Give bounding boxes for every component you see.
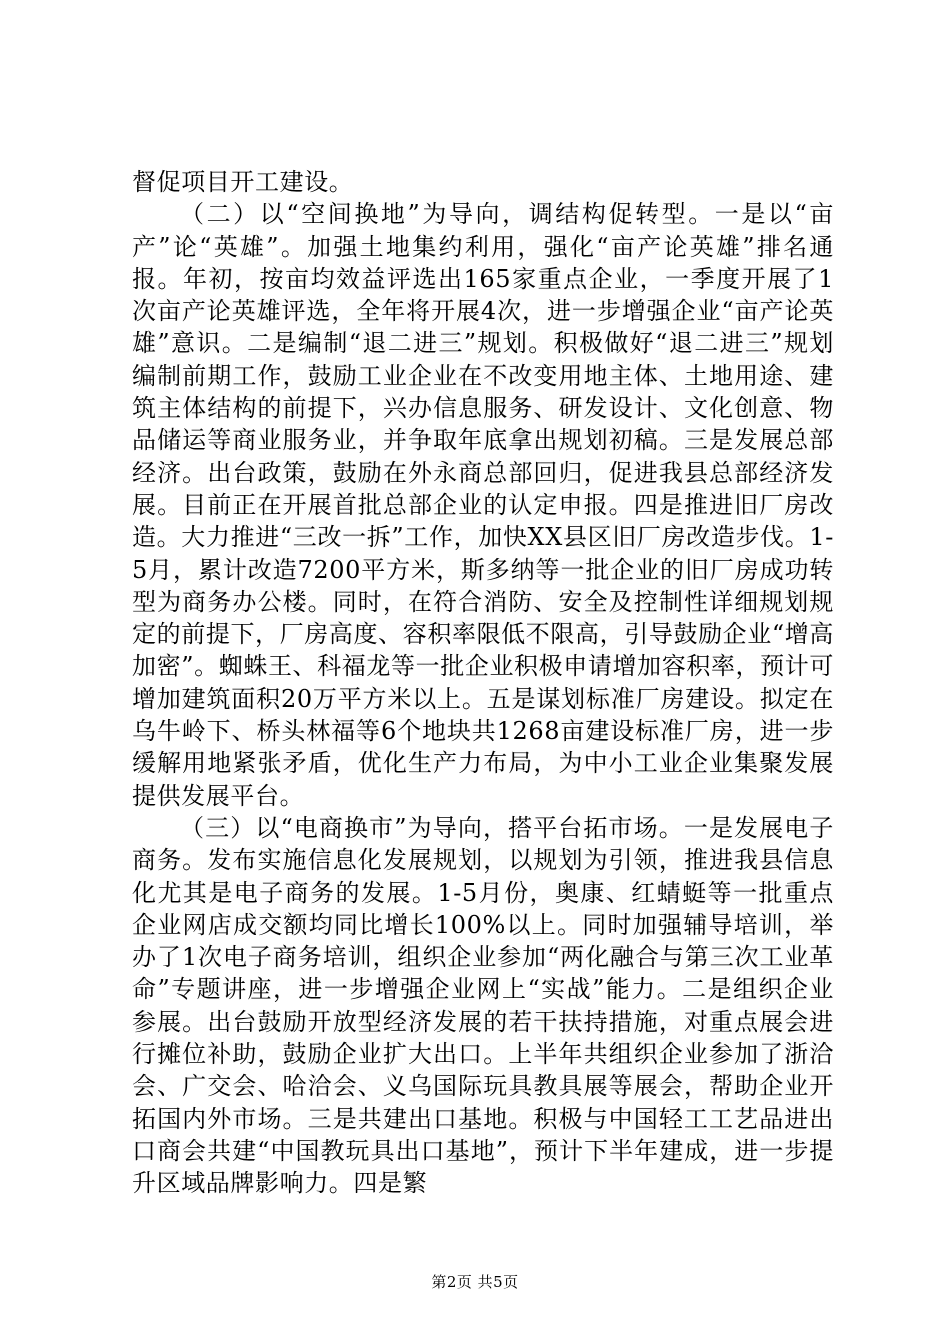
document-body (132, 166, 834, 1200)
page-number-footer: 第2页 共5页 (431, 1273, 519, 1291)
paragraph-continuation: 督促项目开工建设。 (132, 168, 354, 196)
paragraph-section-2: （二）以“空间换地”为导向，调结构促转型。一是以“亩产”论“英雄”。加强土地集约利用，强化“亩产论英雄”排名通报。年初，按亩均效益评选出165家重点企业，一季度开展了1次亩产论英雄评选，全年将开展4次，进一步增强企业“亩产论英雄”意识。二是编制“退二进三”规划。积极做好“退二进三”规划编制前期工作，鼓励工业企业在不改变用地主体、土地用途、建筑主体结构的前提下，兴办信息服务、研发设计、文化创意、物品储运等商业服务业，并争取年底拿出规划初稿。三是发展总部经济。出台政策，鼓励在外永商总部回归，促进我县总部经济发展。目前正在开展首批总部企业的认定申报。四是推进旧厂房改造。大力推进“三改一拆”工作，加快XX县区旧厂房改造步伐。1-5月，累计改造7200平方米，斯多纳等一批企业的旧厂房成功转型为商务办公楼。同时，在符合消防、安全及控制性详细规划规定的前提下，厂房高度、容积率限低不限高，引导鼓励企业“增高加密”。蜘蛛王、科福龙等一批企业积极申请增加容积率，预计可增加建筑面积20万平方米以上。五是谋划标准厂房建设。拟定在乌牛岭下、桥头林福等6个地块共1268亩建设标准厂房，进一步缓解用地紧张矛盾，优化生产力布局，为中小工业企业集聚发展提供发展平台。 (132, 200, 834, 810)
paragraph-section-3: （三）以“电商换市”为导向，搭平台拓市场。一是发展电子商务。发布实施信息化发展规划，以规划为引领，推进我县信息化尤其是电子商务的发展。1-5月份，奥康、红蜻蜓等一批重点企业网店成交额均同比增长100%以上。同时加强辅导培训，举办了1次电子商务培训，组织企业参加“两化融合与第三次工业革命”专题讲座，进一步增强企业网上“实战”能力。二是组织企业参展。出台鼓励开放型经济发展的若干扶持措施，对重点展会进行摊位补助，鼓励企业扩大出口。上半年共组织企业参加了浙洽会、广交会、哈洽会、义乌国际玩具教具展等展会，帮助企业开拓国内外市场。三是共建出口基地。积极与中国轻工工艺品进出口商会共建“中国教玩具出口基地”，预计下半年建成，进一步提升区域品牌影响力。四是繁 (132, 813, 834, 1198)
